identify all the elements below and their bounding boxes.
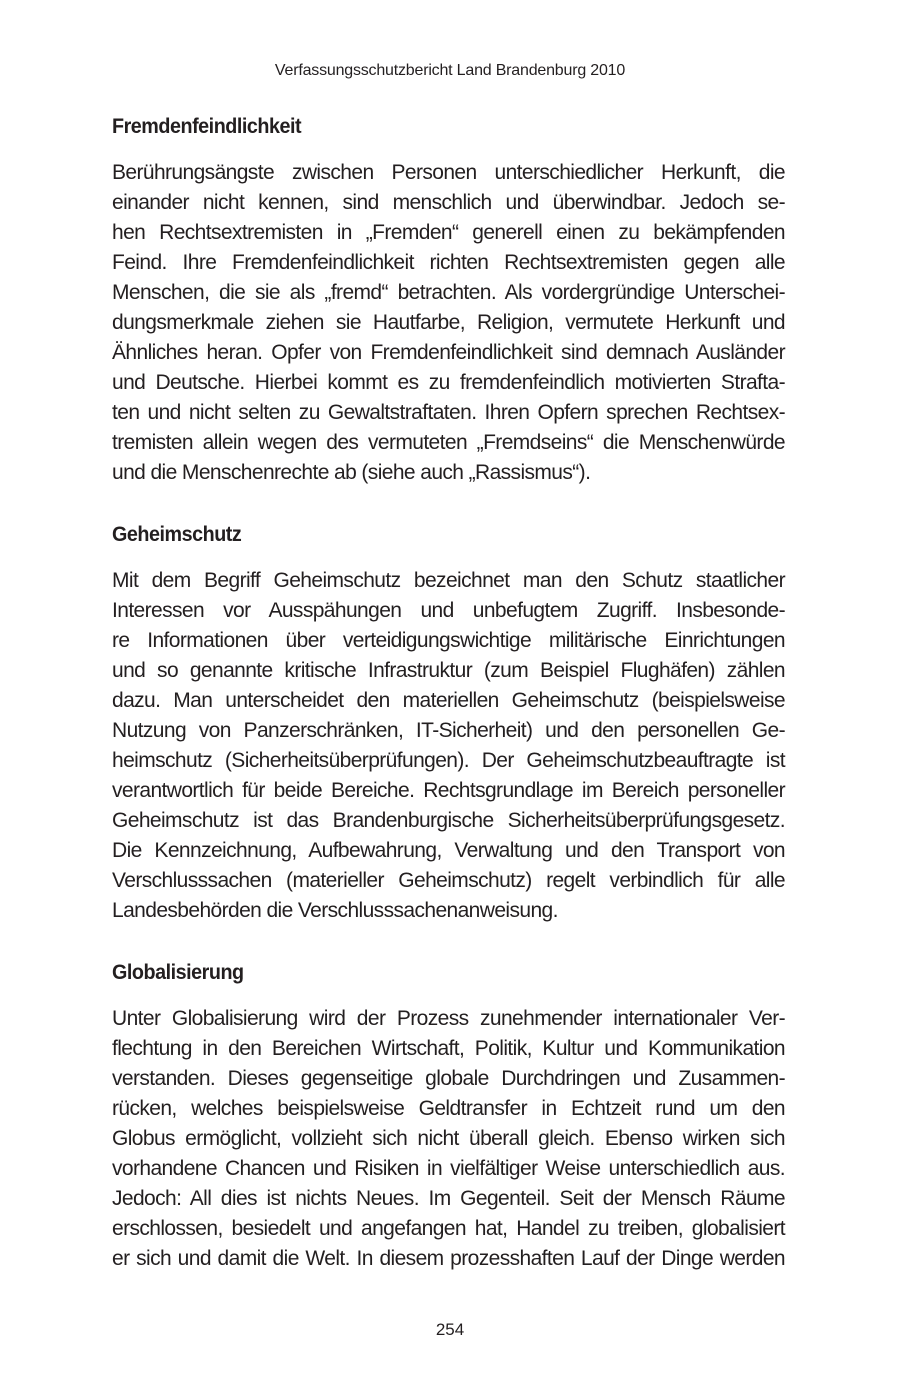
text-line: Die Kennzeichnung, Aufbewahrung, Verwaltung und den Transport von <box>112 839 785 862</box>
text-line: er sich und damit die Welt. In diesem prozesshaften Lauf der Dinge werden <box>112 1247 785 1270</box>
section-heading: Fremdenfeindlichkeit <box>112 115 302 138</box>
text-line: Jedoch: All dies ist nichts Neues. Im Gegenteil. Seit der Mensch Räume <box>112 1187 785 1210</box>
text-line: flechtung in den Bereichen Wirtschaft, Politik, Kultur und Kommunikation <box>112 1037 785 1060</box>
text-line: einander nicht kennen, sind menschlich und überwindbar. Jedoch se- <box>112 191 785 214</box>
text-line: Mit dem Begriff Geheimschutz bezeichnet man den Schutz staatlicher <box>112 569 785 592</box>
text-line: dazu. Man unterscheidet den materiellen Geheimschutz (beispielsweise <box>112 689 785 712</box>
text-line: erschlossen, besiedelt und angefangen hat, Handel zu treiben, globalisiert <box>112 1217 785 1240</box>
text-line: hen Rechtsextremisten in „Fremden“ generell einen zu bekämpfenden <box>112 221 785 244</box>
section-globalisierung <box>112 958 785 1274</box>
text-line: Verschlusssachen (materieller Geheimschutz) regelt verbindlich für alle <box>112 869 785 892</box>
page-number: 254 <box>435 1320 465 1339</box>
document-body <box>112 112 785 1306</box>
text-line: heimschutz (Sicherheitsüberprüfungen). Der Geheimschutzbeauftragte ist <box>112 749 785 772</box>
text-line: Landesbehörden die Verschlusssachenanweisung. <box>112 899 558 922</box>
section-paragraph <box>112 566 785 926</box>
section-heading: Globalisierung <box>112 961 244 984</box>
section-geheimschutz <box>112 520 785 926</box>
text-line: Ähnliches heran. Opfer von Fremdenfeindlichkeit sind demnach Ausländer <box>112 341 785 364</box>
text-line: und Deutsche. Hierbei kommt es zu fremdenfeindlich motivierten Strafta- <box>112 371 785 394</box>
text-line: vorhandene Chancen und Risiken in vielfältiger Weise unterschiedlich aus. <box>112 1157 785 1180</box>
text-line: und die Menschenrechte ab (siehe auch „Rassismus“). <box>112 461 591 484</box>
text-line: verstanden. Dieses gegenseitige globale Durchdringen und Zusammen- <box>112 1067 785 1090</box>
text-line: ten und nicht selten zu Gewaltstraftaten. Ihren Opfern sprechen Rechtsex- <box>112 401 785 424</box>
section-paragraph <box>112 1004 785 1274</box>
text-line: Menschen, die sie als „fremd“ betrachten. Als vordergründige Unterschei- <box>112 281 785 304</box>
text-line: Unter Globalisierung wird der Prozess zunehmender internationaler Ver- <box>112 1007 785 1030</box>
text-line: Interessen vor Ausspähungen und unbefugtem Zugriff. Insbesonde- <box>112 599 785 622</box>
text-line: re Informationen über verteidigungswichtige militärische Einrichtungen <box>112 629 785 652</box>
text-line: Geheimschutz ist das Brandenburgische Sicherheitsüberprüfungsgesetz. <box>112 809 785 832</box>
text-line: dungsmerkmale ziehen sie Hautfarbe, Religion, vermutete Herkunft und <box>112 311 785 334</box>
text-line: rücken, welches beispielsweise Geldtransfer in Echtzeit rund um den <box>112 1097 785 1120</box>
section-heading: Geheimschutz <box>112 523 242 546</box>
text-line: Berührungsängste zwischen Personen unterschiedlicher Herkunft, die <box>112 161 785 184</box>
text-line: Feind. Ihre Fremdenfeindlichkeit richten Rechtsextremisten gegen alle <box>112 251 785 274</box>
text-line: tremisten allein wegen des vermuteten „Fremdseins“ die Menschenwürde <box>112 431 785 454</box>
text-line: Globus ermöglicht, vollzieht sich nicht überall gleich. Ebenso wirken sich <box>112 1127 785 1150</box>
running-header: Verfassungsschutzbericht Land Brandenburg 2010 <box>274 62 626 79</box>
section-fremdenfeindlichkeit <box>112 112 785 488</box>
text-line: und so genannte kritische Infrastruktur (zum Beispiel Flughäfen) zählen <box>112 659 785 682</box>
text-line: Nutzung von Panzerschränken, IT-Sicherheit) und den personellen Ge- <box>112 719 785 742</box>
section-paragraph <box>112 158 785 488</box>
text-line: verantwortlich für beide Bereiche. Rechtsgrundlage im Bereich personeller <box>112 779 785 802</box>
